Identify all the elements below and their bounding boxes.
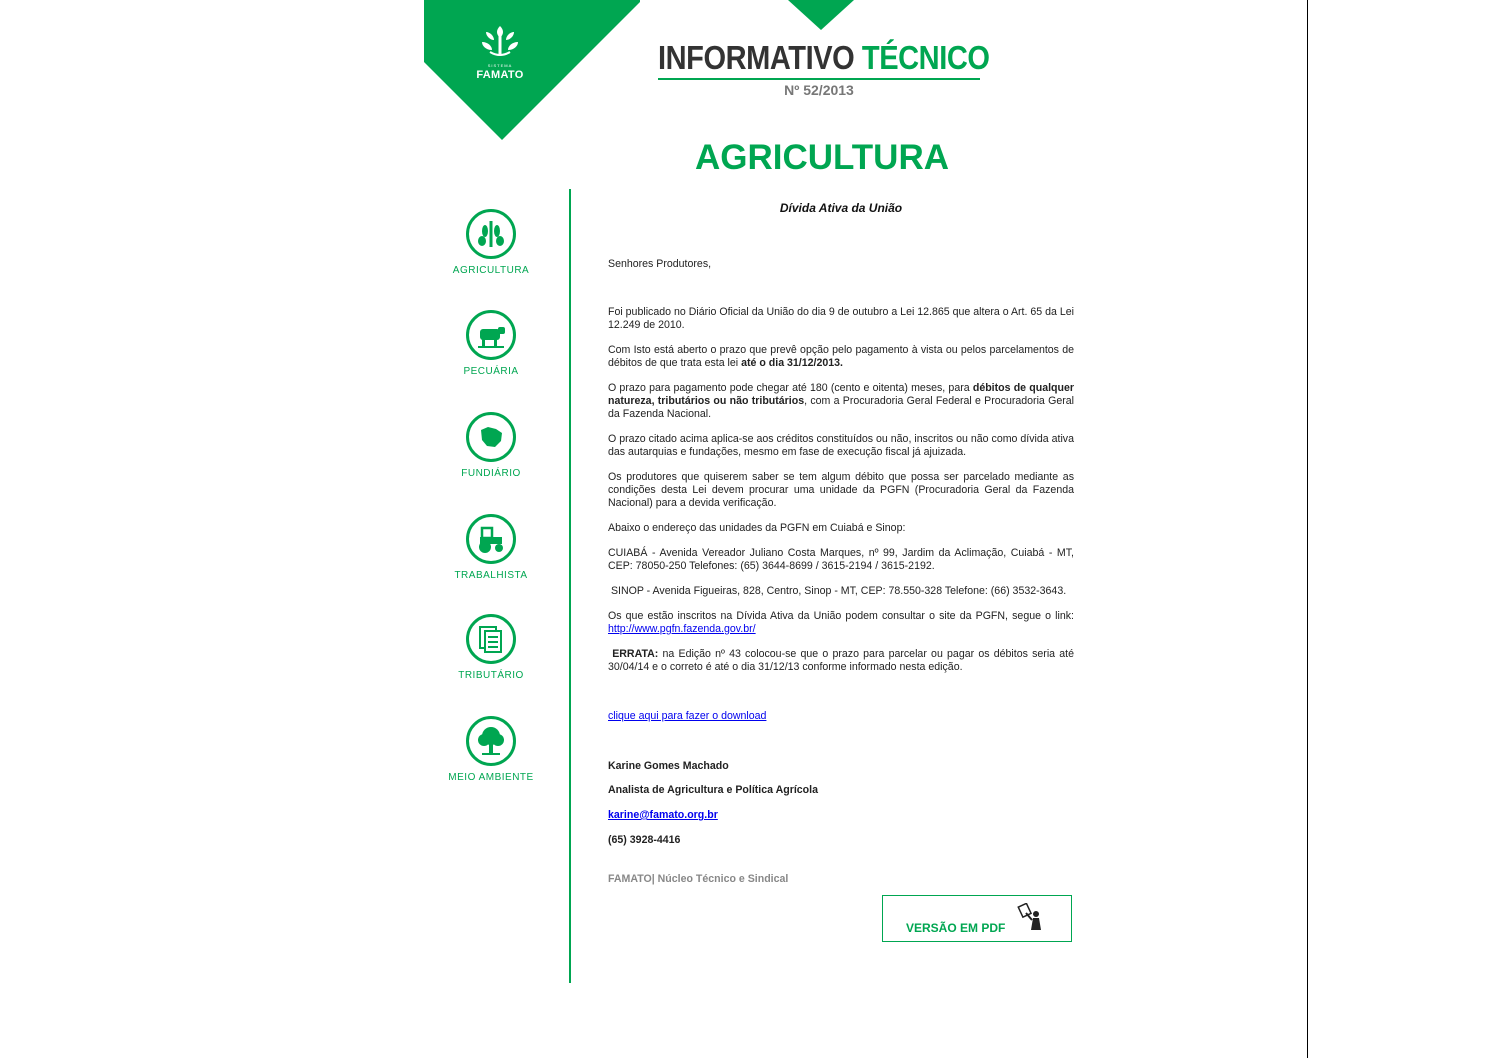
pdf-version-button[interactable] — [882, 895, 1072, 942]
signature-email-link[interactable]: karine@famato.org.br — [608, 809, 718, 821]
sidebar-item-label: TRIBUTÁRIO — [458, 670, 524, 681]
sidebar-item-tributario[interactable] — [440, 614, 542, 681]
paragraph-3-emphasis: débitos de qualquer natureza, tributários ou não tributários — [608, 382, 1074, 407]
pdf-download-icon — [1017, 903, 1047, 931]
paragraph-2-deadline: até o dia 31/12/2013. — [741, 357, 843, 369]
paragraph-3-text-a: O prazo para pagamento pode chegar até 180 (cento e oitenta) meses, para — [608, 382, 973, 394]
signature-name: Karine Gomes Machado — [608, 760, 729, 772]
cattle-icon — [466, 310, 516, 360]
masthead-title-word1: INFORMATIVO — [658, 39, 855, 76]
tree-icon — [466, 716, 516, 766]
errata-text: na Edição nº 43 colocou-se que o prazo para parcelar ou pagar os débitos seria até 30/04/14 e o correto é até o dia 31/12/13 conforme informado nesta edição. — [608, 648, 1074, 673]
sidebar-divider — [569, 189, 571, 983]
sidebar-item-fundiario[interactable] — [440, 412, 542, 479]
paragraph-4: O prazo citado acima aplica-se aos créditos constituídos ou não, inscritos ou não como dívida ativa das autarquias e fundações, mesmo em fase de execução fiscal já ajuizada. — [608, 433, 1074, 458]
header-green-notch — [788, 0, 854, 30]
logo-brand: FAMATO — [476, 69, 524, 81]
sidebar-item-pecuaria[interactable] — [440, 310, 542, 377]
errata-label: ERRATA: — [612, 648, 659, 660]
tractor-icon — [466, 514, 516, 564]
masthead-title-word2: TÉCNICO — [861, 39, 990, 76]
download-paragraph — [608, 710, 1074, 723]
masthead-title — [658, 39, 990, 76]
paragraph-3-text-c: , com a Procuradoria Geral Federal e Procuradoria Geral da Fazenda Nacional. — [608, 395, 1074, 420]
signature-phone: (65) 3928-4416 — [608, 834, 681, 846]
sidebar-item-label: AGRICULTURA — [452, 265, 530, 276]
sidebar-item-label: PECUÁRIA — [463, 366, 519, 377]
sidebar-item-label: FUNDIÁRIO — [461, 468, 521, 479]
masthead — [658, 39, 990, 80]
logo-small-text: SISTEMA — [487, 63, 513, 68]
map-icon — [466, 412, 516, 462]
issue-number: Nº 52/2013 — [784, 82, 854, 98]
pdf-version-label: VERSÃO EM PDF — [906, 921, 1006, 935]
pgfn-link[interactable]: http://www.pgfn.fazenda.gov.br/ — [608, 623, 756, 635]
sidebar-item-agricultura[interactable] — [440, 209, 542, 276]
signature-role: Analista de Agricultura e Política Agrícola — [608, 784, 818, 796]
category-title: AGRICULTURA — [694, 138, 950, 177]
sidebar-item-trabalhista[interactable] — [440, 514, 542, 581]
paragraph-3 — [608, 382, 1074, 421]
masthead-underline — [658, 78, 980, 80]
address-sinop-text: SINOP - Avenida Figueiras, 828, Centro, Sinop - MT, CEP: 78.550-328 Telefone: (66) 3532-3643. — [610, 585, 1067, 597]
paragraph-5: Os produtores que quiserem saber se tem algum débito que possa ser parcelado mediante as condições desta Lei devem procurar uma unidade da PGFN (Procuradoria Geral da Fazenda Nacional) para a devida verificação. — [608, 471, 1074, 509]
paragraph-1: Foi publicado no Diário Oficial da União do dia 9 de outubro a Lei 12.865 que altera o Art. 65 da Lei 12.249 de 2010. — [608, 306, 1074, 331]
subject-title: Dívida Ativa da União — [779, 201, 903, 215]
download-link[interactable]: clique aqui para fazer o download — [608, 710, 767, 722]
header-green-triangle — [424, 0, 640, 140]
sidebar-item-meio-ambiente[interactable] — [440, 716, 542, 783]
signature-email-line — [608, 809, 1074, 822]
sistema-famato-emblem-icon — [476, 22, 524, 58]
footer-note: FAMATO| Núcleo Técnico e Sindical — [608, 873, 789, 885]
address-sinop — [608, 585, 1074, 598]
page-edge-rule — [1307, 0, 1308, 1058]
errata — [608, 648, 1074, 674]
paragraph-9 — [608, 610, 1074, 636]
crops-icon — [466, 209, 516, 259]
famato-logo — [470, 22, 530, 81]
greeting: Senhores Produtores, — [608, 258, 712, 270]
article-body — [608, 258, 1074, 886]
address-cuiaba: CUIABÁ - Avenida Vereador Juliano Costa Marques, nº 99, Jardim da Aclimação, Cuiabá - MT, CEP: 78050-250 Telefones: (65) 3644-8699 / 3615-2194 / 3615-2192. — [608, 547, 1074, 572]
paragraph-6: Abaixo o endereço das unidades da PGFN em Cuiabá e Sinop: — [608, 522, 906, 534]
paragraph-9-text: Os que estão inscritos na Dívida Ativa da União podem consultar o site da PGFN, segue o link: — [608, 610, 1074, 622]
sidebar-item-label: MEIO AMBIENTE — [448, 772, 534, 783]
documents-icon — [466, 614, 516, 664]
sidebar-item-label: TRABALHISTA — [454, 570, 528, 581]
paragraph-2-text: Com Isto está aberto o prazo que prevê opção pelo pagamento à vista ou pelos parcelamentos de débitos de que trata esta lei — [608, 344, 1074, 369]
paragraph-2 — [608, 344, 1074, 370]
